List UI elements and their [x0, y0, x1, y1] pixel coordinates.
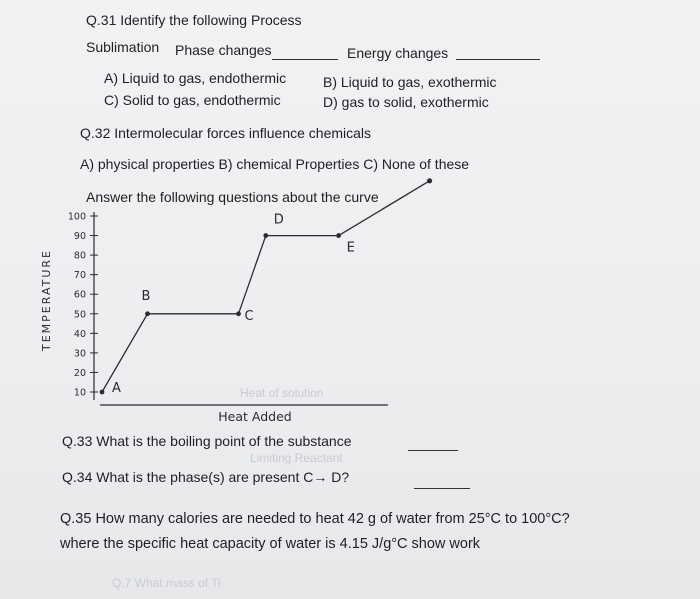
y-tick-label: 100 — [67, 211, 86, 223]
q35-line2: where the specific heat capacity of water is 4.15 J/g°C show work — [60, 536, 481, 552]
bleed-text-1: Heat of solution — [240, 386, 324, 400]
y-tick-label: 80 — [73, 250, 86, 262]
phase-changes-label: Phase changes — [175, 42, 272, 58]
y-tick-label: 50 — [73, 309, 86, 321]
q31-option-b: B) Liquid to gas, exothermic — [323, 74, 497, 90]
energy-changes-label: Energy changes — [347, 45, 449, 61]
q32-title: Q.32 Intermolecular forces influence chemicals — [80, 125, 372, 141]
curve-intro: Answer the following questions about the curve — [86, 189, 379, 205]
sublimation-label: Sublimation — [86, 39, 160, 55]
q31-option-c: C) Solid to gas, endothermic — [104, 92, 281, 108]
y-tick-label: 90 — [73, 231, 86, 243]
y-tick-label: 20 — [73, 367, 86, 379]
point-label-b: B — [141, 288, 151, 304]
point-label-c: C — [244, 308, 254, 324]
y-axis-label: TEMPERATURE — [40, 249, 53, 351]
q33-blank — [408, 450, 458, 451]
curve-point — [263, 233, 268, 238]
curve-point — [236, 311, 241, 316]
curve-point — [336, 233, 341, 238]
bleed-text-2: Limiting Reactant — [250, 451, 343, 465]
point-label-a: A — [112, 381, 121, 396]
curve-point — [100, 390, 105, 395]
curve-line — [102, 181, 430, 392]
q31-title: Q.31 Identify the following Process — [86, 12, 302, 28]
y-tick-label: 40 — [73, 328, 86, 340]
y-tick-label: 70 — [73, 270, 86, 282]
q33-text: Q.33 What is the boiling point of the substance — [62, 433, 352, 449]
y-tick-label: 30 — [73, 348, 86, 360]
q31-option-d: D) gas to solid, exothermic — [323, 94, 489, 110]
q32-options: A) physical properties B) chemical Properties C) None of these — [80, 156, 470, 172]
y-tick-label: 60 — [73, 289, 86, 301]
y-tick-label: 10 — [73, 387, 86, 399]
q35-line1: Q.35 How many calories are needed to heat 42 g of water from 25°C to 100°C? — [60, 511, 570, 527]
q34-text: Q.34 What is the phase(s) are present C→ D? — [62, 469, 350, 485]
point-label-e: E — [346, 240, 355, 256]
bleed-text-3: Q.7 What mass of Ti — [112, 576, 221, 590]
x-axis-label: Heat Added — [218, 409, 292, 424]
curve-end-point — [427, 178, 432, 183]
point-label-d: D — [273, 212, 284, 228]
q34-blank — [414, 488, 470, 489]
q31-option-a: A) Liquid to gas, endothermic — [104, 70, 287, 86]
curve-point — [145, 311, 150, 316]
